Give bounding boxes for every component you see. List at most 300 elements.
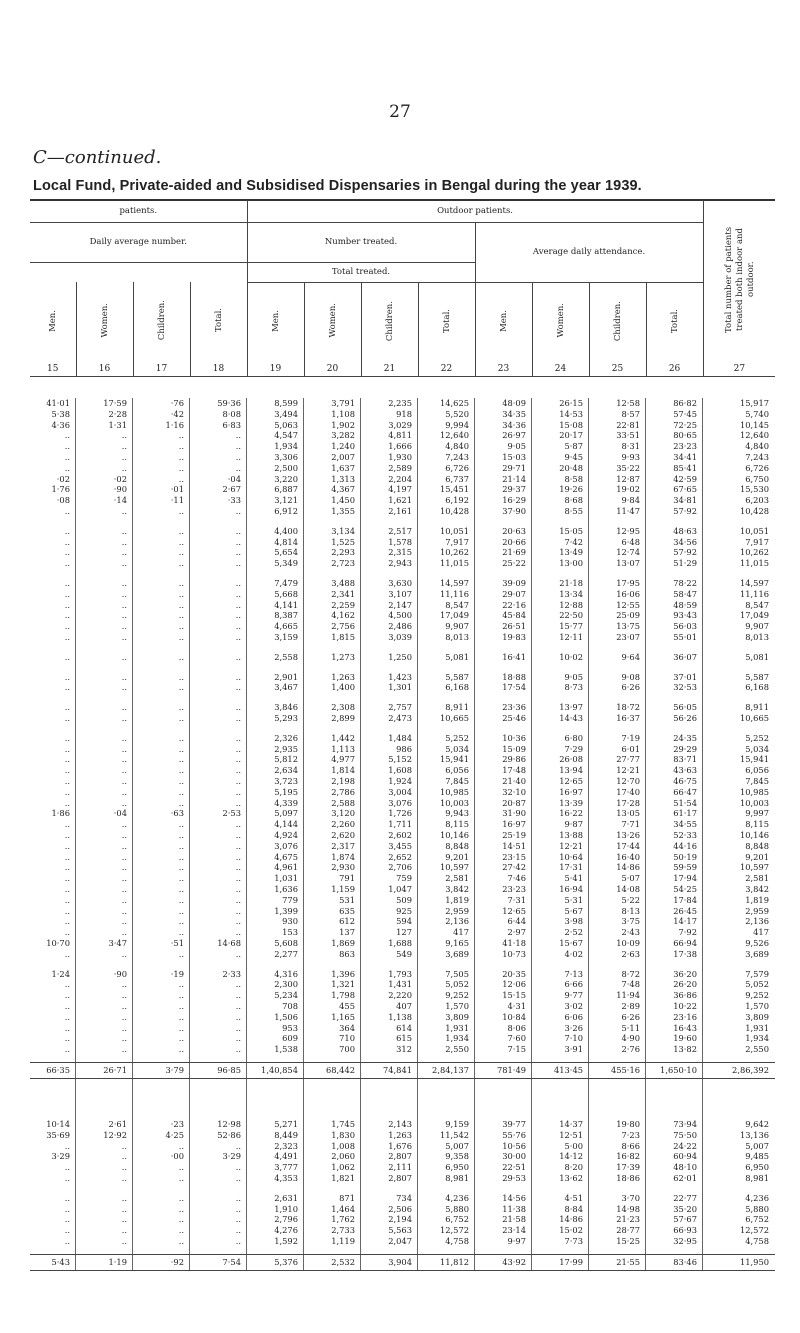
table-cell: ..	[64, 1000, 70, 1011]
table-cell: 3,494	[274, 408, 298, 419]
table-cell: 2,558	[274, 651, 298, 662]
table-cell: 407	[396, 1000, 412, 1011]
table-cell: ·04	[227, 473, 241, 484]
table-cell: 50·19	[673, 851, 697, 862]
table-cell: 5·07	[621, 873, 640, 884]
table-cell: 12·87	[616, 473, 640, 484]
table-cell: 20·35	[502, 968, 526, 979]
table-cell: 3,159	[274, 631, 298, 642]
table-cell: 3·29	[222, 1151, 241, 1162]
table-cell: 6,950	[745, 1162, 769, 1173]
table-cell: 1,273	[331, 651, 355, 662]
table-cell: 10,051	[439, 525, 469, 536]
table-cell: 67·65	[673, 484, 697, 495]
table-cell: 57·45	[673, 408, 697, 419]
table-cell: 4,144	[274, 819, 298, 830]
table-cell: ..	[235, 819, 241, 830]
table-cell: 6,056	[745, 765, 769, 776]
table-cell: 12·65	[559, 775, 583, 786]
table-cell: 2,047	[388, 1235, 412, 1246]
table-cell: 16·97	[559, 786, 583, 797]
table-cell: 25·22	[502, 558, 526, 569]
table-cell: 12·51	[559, 1129, 583, 1140]
header-outdoor-patients: Outdoor patients.	[247, 200, 703, 222]
table-cell: 34·55	[673, 819, 697, 830]
table-cell: 5,007	[445, 1140, 469, 1151]
table-cell: ..	[121, 1235, 127, 1246]
table-cell: 15,451	[439, 484, 469, 495]
table-cell: 3,039	[388, 631, 412, 642]
table-cell: 13·26	[616, 829, 640, 840]
table-cell: 17·48	[502, 765, 526, 776]
table-cell: 1,793	[388, 968, 412, 979]
table-cell: ·42	[170, 408, 184, 419]
table-cell: 10,262	[739, 547, 769, 558]
table-row	[30, 547, 775, 558]
table-cell: 12·92	[103, 1129, 127, 1140]
table-cell: 3,904	[388, 1256, 412, 1267]
table-cell: 8·57	[621, 408, 640, 419]
table-cell: 3,791	[331, 398, 355, 408]
table-cell: ..	[178, 840, 184, 851]
table-cell: ..	[121, 578, 127, 588]
table-cell: 57·92	[673, 505, 697, 516]
table-cell: 10,665	[439, 712, 469, 723]
table-cell: 2,532	[331, 1256, 355, 1267]
table-cell: 20·87	[502, 797, 526, 808]
table-cell: 25·46	[502, 712, 526, 723]
table-cell: ..	[64, 588, 70, 599]
table-cell: ..	[178, 578, 184, 588]
table-cell: ..	[64, 430, 70, 441]
table-cell: 17,049	[439, 610, 469, 621]
table-cell: ..	[121, 916, 127, 927]
table-cell: ..	[64, 862, 70, 873]
table-cell: 21·18	[559, 578, 583, 588]
table-cell: ..	[235, 1000, 241, 1011]
table-row	[30, 463, 775, 474]
table-cell: ·76	[170, 398, 184, 408]
table-cell: 93·43	[673, 610, 697, 621]
table-cell: 20·63	[502, 525, 526, 536]
table-cell: ..	[121, 547, 127, 558]
table-cell: 21·14	[502, 473, 526, 484]
table-cell: ..	[64, 599, 70, 610]
table-cell: 1,570	[745, 1000, 769, 1011]
table-cell: 2,194	[388, 1214, 412, 1225]
table-cell: ..	[121, 702, 127, 713]
table-cell: ·01	[170, 484, 184, 495]
table-cell: 2,652	[388, 851, 412, 862]
table-row	[30, 600, 775, 611]
table-row	[30, 949, 775, 960]
table-cell: ..	[64, 1044, 70, 1055]
table-cell: 39·77	[502, 1119, 526, 1129]
table-cell: 8·08	[222, 408, 241, 419]
table-cell: 2·76	[621, 1044, 640, 1055]
table-cell: 1,423	[388, 671, 412, 682]
table-cell: 1,240	[331, 441, 355, 452]
table-row	[30, 409, 775, 420]
table-cell: 3,777	[274, 1162, 298, 1173]
table-cell: ..	[178, 558, 184, 569]
table-cell: ..	[64, 916, 70, 927]
table-cell: 5·41	[564, 873, 583, 884]
table-cell: 15·08	[559, 419, 583, 430]
table-cell: 51·54	[673, 797, 697, 808]
table-cell: 5·43	[51, 1256, 70, 1267]
table-cell: 8·58	[564, 473, 583, 484]
table-cell: 3,004	[388, 786, 412, 797]
column-numbers: 15 16 17 18 19 20 21 22 23 24 25 26 27	[30, 362, 775, 377]
table-cell: 2,143	[388, 1119, 412, 1129]
table-cell: ..	[235, 1044, 241, 1055]
table-cell: 58·47	[673, 588, 697, 599]
table-cell: 24·22	[673, 1140, 697, 1151]
header-average-daily-attendance: Average daily attendance.	[475, 222, 703, 282]
header-spacer	[30, 262, 247, 282]
table-cell: 7·10	[564, 1033, 583, 1044]
table-cell: 2,581	[745, 873, 769, 884]
table-cell: 23·23	[673, 441, 697, 452]
table-cell: ..	[235, 1225, 241, 1236]
table-cell: 2,959	[745, 905, 769, 916]
table-row	[30, 484, 775, 495]
table-cell: ..	[64, 610, 70, 621]
table-row	[30, 969, 775, 980]
table-cell: 10·22	[673, 1000, 697, 1011]
table-cell: 953	[282, 1022, 298, 1033]
table-cell: 2,317	[331, 840, 355, 851]
table-cell: 2·89	[621, 1000, 640, 1011]
table-cell: 6,950	[445, 1162, 469, 1173]
table-cell: ·51	[170, 937, 184, 948]
table-cell: 5·31	[564, 894, 583, 905]
table-cell: 7,243	[445, 451, 469, 462]
table-cell: 7,243	[745, 451, 769, 462]
table-cell: 23·07	[616, 631, 640, 642]
table-cell: 6,750	[745, 473, 769, 484]
table-cell: ..	[121, 905, 127, 916]
table-cell: ·02	[113, 473, 127, 484]
table-cell: 7·15	[507, 1044, 526, 1055]
table-cell: 8,848	[745, 840, 769, 851]
table-row	[30, 1162, 775, 1173]
table-cell: 9,994	[445, 419, 469, 430]
table-cell: 1,874	[331, 851, 355, 862]
table-cell: 7,917	[745, 536, 769, 547]
table-cell: 4,665	[274, 621, 298, 632]
table-cell: 33·51	[616, 430, 640, 441]
table-cell: ..	[178, 621, 184, 632]
table-cell: 16·22	[559, 808, 583, 819]
table-cell: 7,917	[445, 536, 469, 547]
table-cell: ..	[235, 462, 241, 473]
table-cell: 2,136	[445, 916, 469, 927]
table-cell: 13·82	[673, 1044, 697, 1055]
table-cell: 2,943	[388, 558, 412, 569]
table-cell: 5,097	[274, 808, 298, 819]
table-cell: 5,052	[445, 979, 469, 990]
table-cell: 20·48	[559, 462, 583, 473]
table-cell: 12·88	[559, 599, 583, 610]
table-cell: 871	[339, 1192, 355, 1203]
table-cell: 2,293	[331, 547, 355, 558]
table-cell: ..	[178, 851, 184, 862]
table-cell: ..	[178, 990, 184, 1001]
table-cell: ..	[121, 671, 127, 682]
table-cell: 48·10	[673, 1162, 697, 1173]
table-cell: 37·01	[673, 671, 697, 682]
table-cell: 18·88	[502, 671, 526, 682]
table-cell: 29·71	[502, 462, 526, 473]
table-cell: 11,812	[439, 1256, 469, 1267]
table-cell: 3,121	[274, 495, 298, 506]
table-cell: 68,442	[325, 1065, 355, 1075]
table-cell: 15·25	[616, 1235, 640, 1246]
table-cell: 1,062	[331, 1162, 355, 1173]
table-cell: 2,308	[331, 702, 355, 713]
table-cell: ..	[235, 927, 241, 938]
table-cell: 1,934	[445, 1033, 469, 1044]
table-cell: 1,815	[331, 631, 355, 642]
table-cell: 26·51	[502, 621, 526, 632]
table-cell: 7·19	[621, 732, 640, 743]
total-row	[30, 1065, 775, 1076]
table-cell: 614	[396, 1022, 412, 1033]
table-cell: 4,162	[331, 610, 355, 621]
table-cell: 5,007	[745, 1140, 769, 1151]
table-cell: 3,120	[331, 808, 355, 819]
table-cell: 4,141	[274, 599, 298, 610]
table-cell: 34·81	[673, 495, 697, 506]
table-cell: ..	[178, 473, 184, 484]
table-cell: ..	[178, 1214, 184, 1225]
table-cell: 4,236	[445, 1192, 469, 1203]
table-cell: 4·36	[51, 419, 70, 430]
table-cell: 21·58	[502, 1214, 526, 1225]
table-cell: ..	[64, 840, 70, 851]
table-row	[30, 1225, 775, 1236]
table-cell: ..	[178, 651, 184, 662]
table-cell: 4,197	[388, 484, 412, 495]
table-cell: ..	[178, 588, 184, 599]
table-cell: 8·06	[507, 1022, 526, 1033]
table-cell: 2,959	[445, 905, 469, 916]
table-cell: ..	[235, 631, 241, 642]
table-cell: 1,819	[745, 894, 769, 905]
table-row	[30, 765, 775, 776]
table-cell: 51·29	[673, 558, 697, 569]
table-cell: 6,726	[745, 462, 769, 473]
table-cell: 11,015	[439, 558, 469, 569]
table-cell: 4,353	[274, 1172, 298, 1183]
table-cell: 8·55	[564, 505, 583, 516]
table-cell: 32·95	[673, 1235, 697, 1246]
header-daily-average: Daily average number.	[30, 222, 247, 262]
table-row	[30, 506, 775, 517]
table-row	[30, 474, 775, 485]
table-row	[30, 852, 775, 863]
row-group	[30, 702, 775, 724]
row-group	[30, 1193, 775, 1247]
table-cell: 2,935	[274, 743, 298, 754]
table-cell: 312	[396, 1044, 412, 1055]
table-cell: 29·53	[502, 1172, 526, 1183]
table-row	[30, 713, 775, 724]
table-cell: ·90	[113, 484, 127, 495]
table-cell: 13·94	[559, 765, 583, 776]
table-cell: ..	[64, 754, 70, 765]
table-cell: ·00	[170, 1151, 184, 1162]
table-cell: 2,786	[331, 786, 355, 797]
row-group	[30, 733, 775, 960]
table-cell: ..	[178, 1162, 184, 1173]
table-cell: ..	[64, 883, 70, 894]
table-cell: ..	[121, 1192, 127, 1203]
table-cell: 15·02	[559, 1225, 583, 1236]
table-cell: 3·98	[564, 916, 583, 927]
table-cell: 2,259	[331, 599, 355, 610]
table-cell: 1,138	[388, 1011, 412, 1022]
table-row	[30, 1173, 775, 1184]
table-cell: 1,525	[331, 536, 355, 547]
table-cell: ..	[121, 765, 127, 776]
table-row	[30, 537, 775, 548]
table-cell: 3,689	[445, 948, 469, 959]
total-rule	[30, 1254, 775, 1255]
table-cell: 15,917	[739, 398, 769, 408]
table-cell: 23·14	[502, 1225, 526, 1236]
table-cell: 14·86	[616, 862, 640, 873]
table-cell: 23·16	[673, 1011, 697, 1022]
table-cell: 6·80	[564, 732, 583, 743]
table-cell: 6·06	[564, 1011, 583, 1022]
table-cell: 417	[753, 927, 769, 938]
table-cell: 23·36	[502, 702, 526, 713]
table-cell: 3·29	[51, 1151, 70, 1162]
table-cell: 1,570	[445, 1000, 469, 1011]
table-cell: 153	[282, 927, 298, 938]
table-cell: 12,640	[739, 430, 769, 441]
table-cell: ..	[235, 525, 241, 536]
table-cell: ..	[121, 588, 127, 599]
table-cell: ·08	[56, 495, 70, 506]
table-cell: 1·16	[165, 419, 184, 430]
table-cell: 1,688	[388, 937, 412, 948]
table-cell: ..	[235, 712, 241, 723]
table-cell: ·19	[170, 968, 184, 979]
table-cell: 15·09	[502, 743, 526, 754]
table-cell: 9,201	[445, 851, 469, 862]
table-cell: 28·77	[616, 1225, 640, 1236]
table-cell: 36·86	[673, 990, 697, 1001]
table-cell: 5·00	[564, 1140, 583, 1151]
table-row	[30, 1141, 775, 1152]
table-cell: 2·61	[108, 1119, 127, 1129]
table-cell: 4,400	[274, 525, 298, 536]
table-cell: ..	[121, 536, 127, 547]
table-cell: ..	[64, 682, 70, 693]
table-row	[30, 819, 775, 830]
table-cell: ..	[64, 1203, 70, 1214]
table-cell: 61·17	[673, 808, 697, 819]
table-cell: 66·94	[673, 937, 697, 948]
table-cell: 3,455	[388, 840, 412, 851]
table-cell: ..	[178, 712, 184, 723]
table-cell: 1,931	[745, 1022, 769, 1033]
table-cell: ..	[235, 765, 241, 776]
table-cell: ..	[178, 927, 184, 938]
table-cell: 8,848	[445, 840, 469, 851]
table-cell: ..	[235, 754, 241, 765]
table-cell: 2,136	[745, 916, 769, 927]
table-cell: 15,530	[739, 484, 769, 495]
table-cell: 73·94	[673, 1119, 697, 1129]
table-row	[30, 1193, 775, 1204]
table-cell: 5·22	[621, 894, 640, 905]
table-cell: ..	[64, 1172, 70, 1183]
table-cell: ..	[178, 505, 184, 516]
table-cell: 1,762	[331, 1214, 355, 1225]
table-cell: 10·02	[559, 651, 583, 662]
table-cell: 1,108	[331, 408, 355, 419]
col-head-23: Men.	[475, 282, 532, 362]
table-cell: 57·67	[673, 1214, 697, 1225]
table-cell: 3,220	[274, 473, 298, 484]
table-cell: 3,689	[745, 948, 769, 959]
table-cell: 17·99	[559, 1256, 583, 1267]
table-cell: 21·55	[616, 1256, 640, 1267]
table-cell: 2,277	[274, 948, 298, 959]
table-cell: 16·37	[616, 712, 640, 723]
table-cell: 1,40,854	[261, 1065, 298, 1075]
table-cell: ..	[235, 558, 241, 569]
table-cell: 2·28	[108, 408, 127, 419]
table-cell: 3,076	[274, 840, 298, 851]
table-cell: 5,234	[274, 990, 298, 1001]
table-cell: 11·94	[616, 990, 640, 1001]
table-cell: 9,252	[445, 990, 469, 1001]
table-cell: 22·16	[502, 599, 526, 610]
table-cell: 21·40	[502, 775, 526, 786]
table-cell: 16·41	[502, 651, 526, 662]
table-cell: 17·95	[616, 578, 640, 588]
table-row	[30, 558, 775, 569]
table-cell: 12·06	[502, 979, 526, 990]
table-cell: 34·56	[673, 536, 697, 547]
table-cell: 1,355	[331, 505, 355, 516]
table-cell: ..	[178, 547, 184, 558]
table-cell: 9,201	[745, 851, 769, 862]
table-cell: 7·60	[507, 1033, 526, 1044]
table-cell: ..	[178, 599, 184, 610]
table-cell: 16·82	[616, 1151, 640, 1162]
table-cell: ..	[178, 1140, 184, 1151]
table-row	[30, 682, 775, 693]
table-cell: 7·54	[222, 1256, 241, 1267]
table-cell: 2,220	[388, 990, 412, 1001]
table-cell: 17·40	[616, 786, 640, 797]
table-row	[30, 990, 775, 1001]
table-cell: ..	[121, 1162, 127, 1173]
table-row	[30, 672, 775, 683]
table-cell: 5,081	[745, 651, 769, 662]
table-cell: ..	[121, 1214, 127, 1225]
table-cell: 4,316	[274, 968, 298, 979]
table-cell: 3,488	[331, 578, 355, 588]
table-cell: 6·66	[564, 979, 583, 990]
